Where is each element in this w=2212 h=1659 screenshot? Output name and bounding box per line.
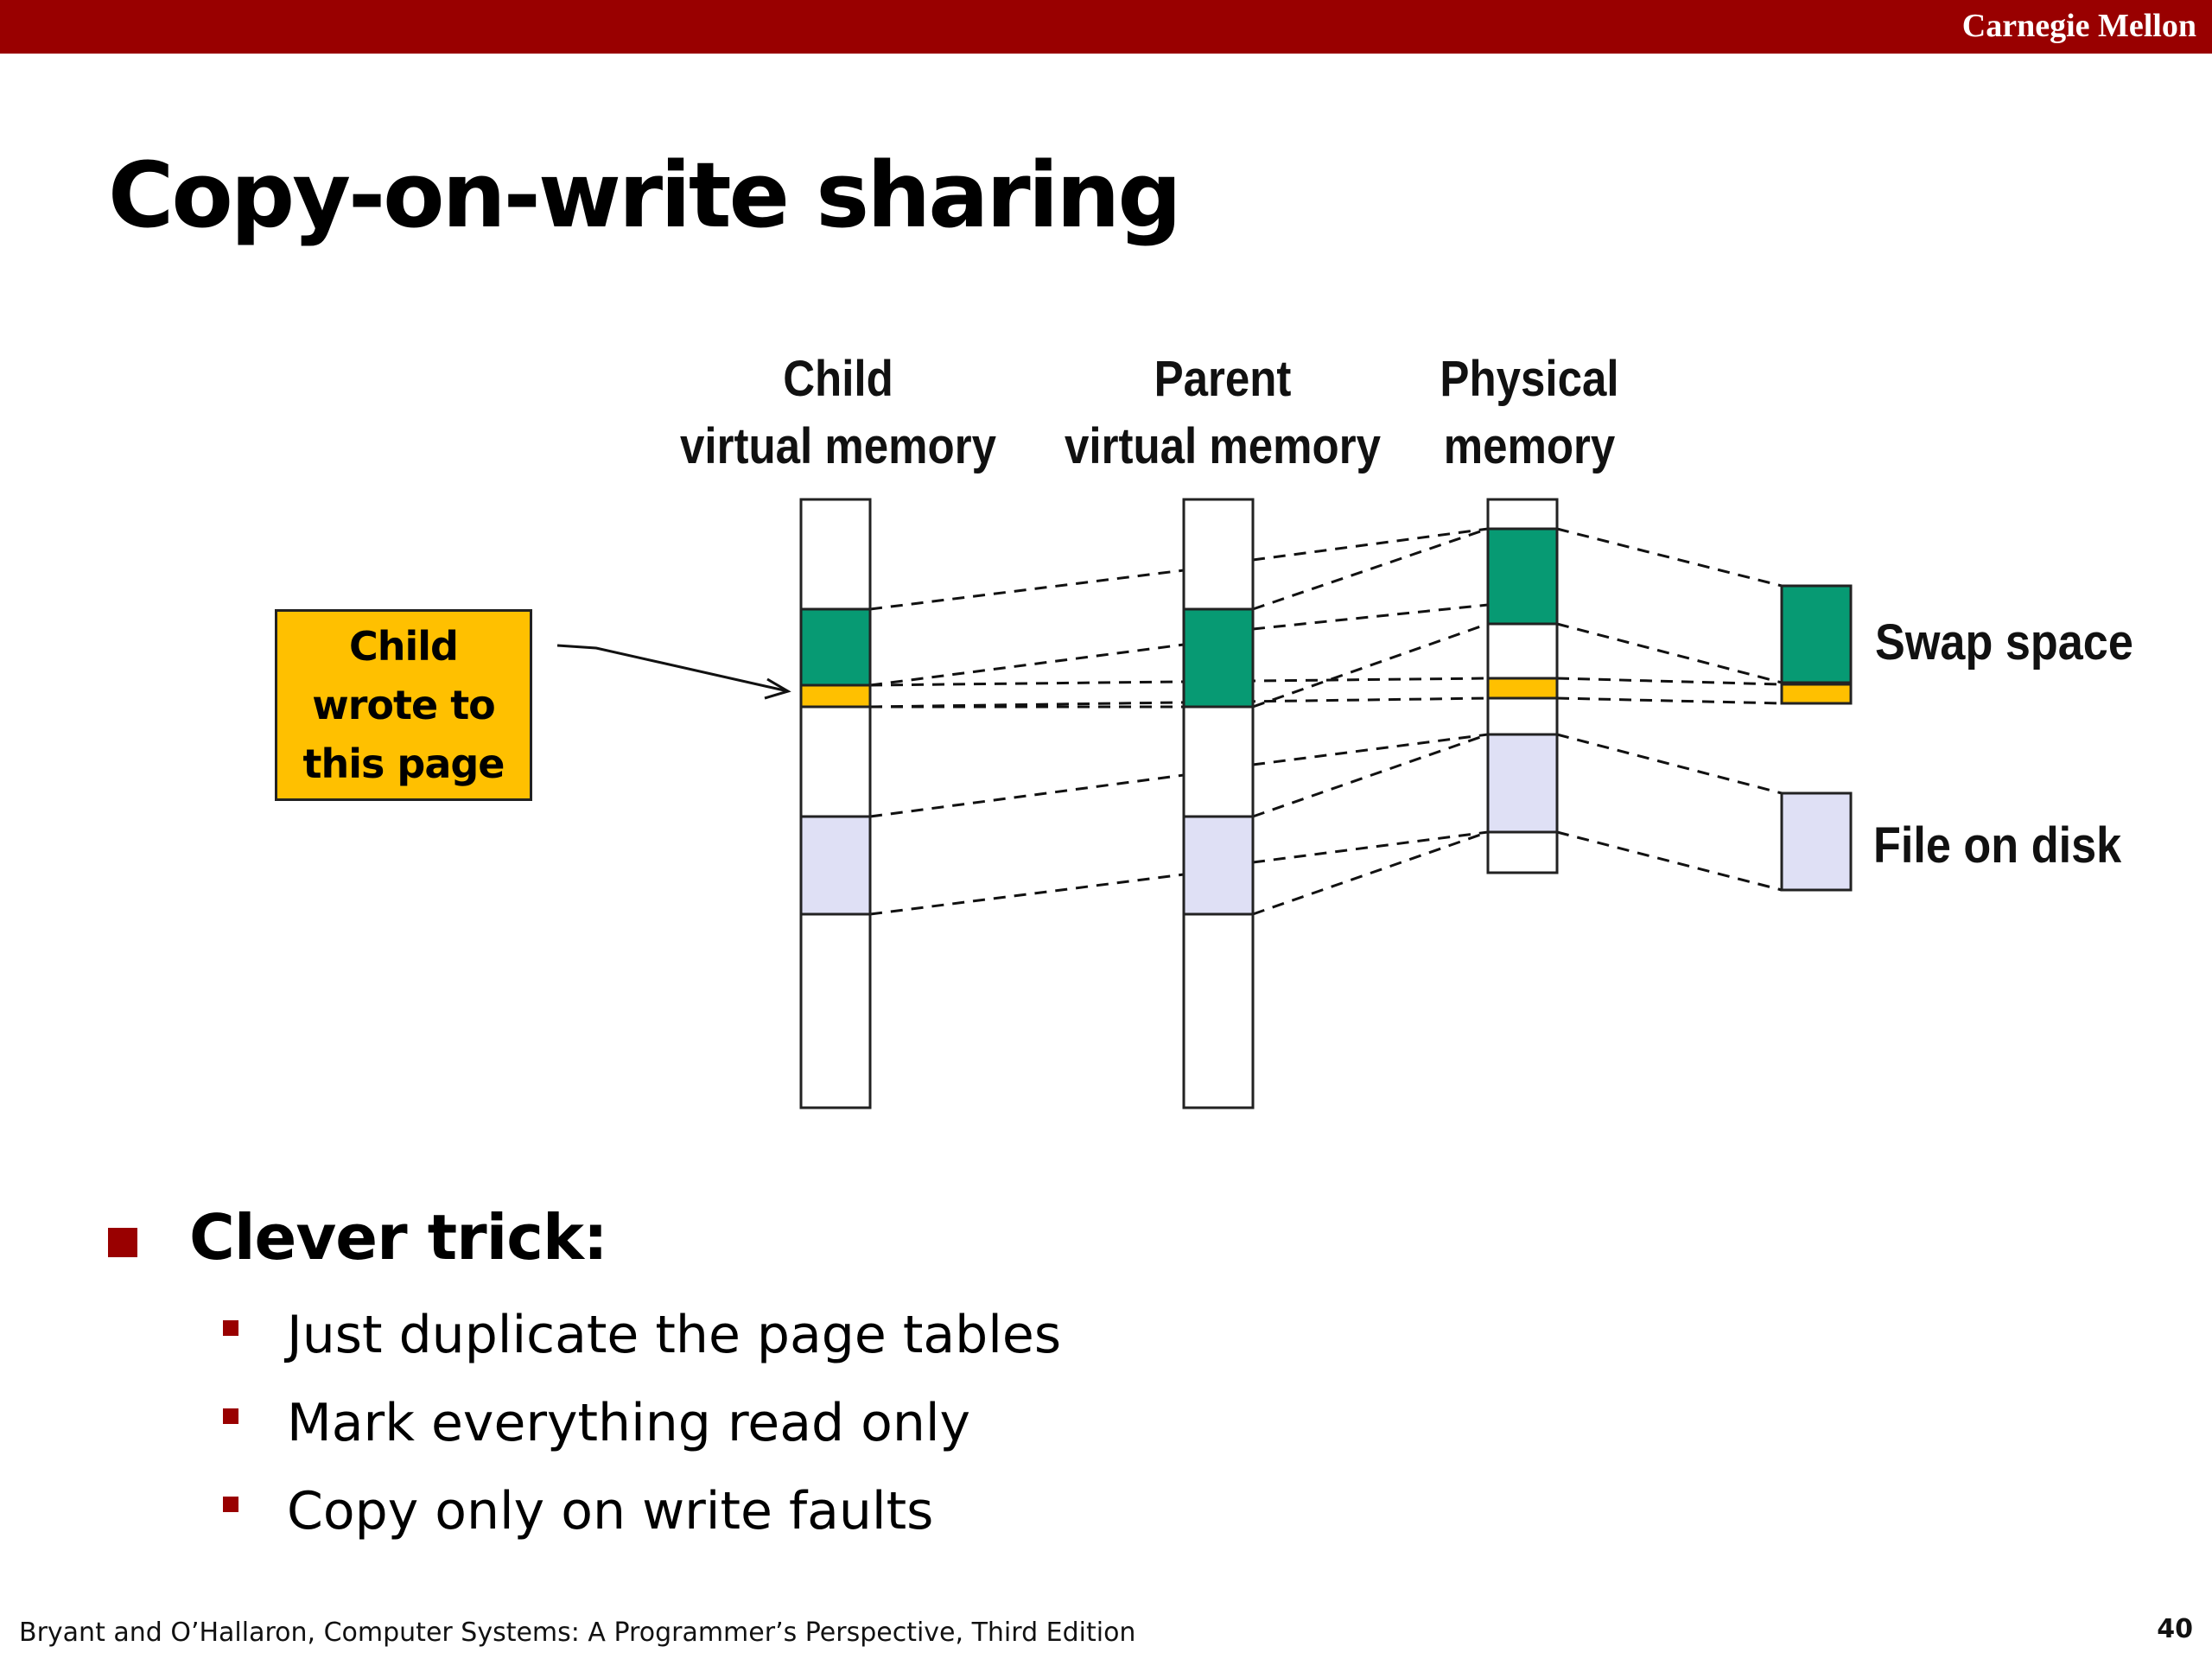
- physical-copied-page: [1488, 678, 1557, 698]
- physical-file-page: [1488, 734, 1557, 832]
- sub-bullet-text: Copy only on write faults: [287, 1481, 934, 1541]
- child-wrote-callout: Child wrote to this page: [275, 609, 532, 801]
- child-written-page: [801, 685, 870, 707]
- sub-bullet-text: Just duplicate the page tables: [287, 1305, 1062, 1365]
- physical-memory-label: Physical memory: [1440, 351, 1619, 474]
- swap-space-yellow: [1782, 684, 1851, 703]
- physical-memory-column: [1488, 499, 1557, 873]
- bullet-square-icon: [223, 1320, 238, 1336]
- parent-vm-column: [1184, 499, 1253, 1108]
- sub-bullet: [223, 1481, 933, 1541]
- child-vm-label: Child virtual memory: [680, 351, 996, 474]
- sub-bullet: [223, 1393, 970, 1453]
- callout-arrow: [557, 645, 788, 698]
- child-green-page: [801, 609, 870, 685]
- physical-green-page: [1488, 529, 1557, 624]
- parent-green-page: [1184, 609, 1253, 707]
- sub-bullet: [223, 1305, 1061, 1365]
- bullet-clever-trick: [108, 1201, 607, 1274]
- sub-bullet-text: Mark everything read only: [287, 1393, 971, 1453]
- swap-space-label: Swap space: [1875, 614, 2133, 671]
- swap-space-green: [1782, 586, 1851, 683]
- child-file-page: [801, 817, 870, 914]
- file-on-disk-label: File on disk: [1873, 817, 2122, 874]
- bullet-square-icon: [108, 1228, 137, 1257]
- bullet-heading: Clever trick:: [189, 1201, 607, 1274]
- brand-logo-text: Carnegie Mellon: [1961, 8, 2196, 44]
- footer-citation: Bryant and O’Hallaron, Computer Systems: A Programmer’s Perspective, Third Edition: [19, 1618, 1136, 1648]
- page-number: 40: [2157, 1614, 2193, 1644]
- file-on-disk-box: [1782, 793, 1851, 890]
- bullet-square-icon: [223, 1408, 238, 1424]
- mapping-lines: [870, 529, 1782, 914]
- child-vm-column: [801, 499, 870, 1108]
- slide-title: Copy-on-write sharing: [108, 143, 1179, 248]
- parent-vm-label: Parent virtual memory: [1065, 351, 1381, 474]
- parent-file-page: [1184, 817, 1253, 914]
- bullet-square-icon: [223, 1497, 238, 1512]
